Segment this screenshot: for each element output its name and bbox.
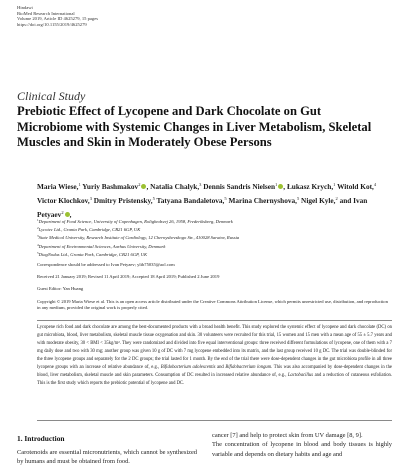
affiliation-mark: 4 <box>37 242 39 247</box>
author-name-text: Dennis Sandris Nielsen <box>203 182 276 191</box>
author-name <box>150 182 201 191</box>
affiliation-text: State Medical University, Research Institute of Cardiology, 12 Chernyshevskogo Str., 410028 Saratov, Russia <box>38 235 240 241</box>
abstract-and: and <box>215 365 226 370</box>
author-name-text: Łukasz Krych, <box>286 182 334 191</box>
abstract-species-2: Bifidobacterium longum <box>225 365 272 370</box>
author-affiliation-mark: 2 <box>61 209 64 215</box>
abstract-species-1: Bifidobacterium adolescentis <box>160 365 216 370</box>
author-affiliation-mark: 5 <box>224 195 227 201</box>
author-name-text: Marina Chernyshova, <box>228 195 297 205</box>
affiliation-mark: 3 <box>37 234 39 239</box>
author-affiliation-mark: 2 <box>335 195 338 201</box>
body-left-column: Carotenoids are essential micronutrients, which cannot be synthesized by humans and must be obtained from food. <box>17 449 197 466</box>
author-name-text: Tatyana Bandaletova, <box>156 195 225 205</box>
author-name-text: Nigel Kyle, <box>301 195 336 205</box>
bottom-divider <box>37 420 392 421</box>
affiliation-text: Department of Environmental Sciences, Aarhus University, Denmark <box>38 243 166 249</box>
author-affiliation-mark: 3 <box>89 195 92 201</box>
affiliation-item <box>37 217 392 225</box>
author-affiliation-mark: 1 <box>78 182 81 187</box>
affiliation-mark: 5 <box>37 250 39 255</box>
author-name: Dennis Sandris Nielsen$^1$ , <box>203 182 286 191</box>
publisher-name: Hindawi <box>17 5 33 10</box>
author-name-text: Victor Klochkov, <box>37 195 90 205</box>
affiliation-list <box>37 217 392 258</box>
author-name <box>37 182 81 191</box>
author-affiliation-mark: 3 <box>199 182 202 187</box>
affiliation-text: DiagNodus Ltd., Granta Park, Cambridge, CB21 6GP, UK <box>38 251 148 257</box>
affiliation-text: Department of Food Science, University of Copenhagen, Rolighedsvej 26, 1958, Frederiksberg, Denmark <box>38 219 233 224</box>
author-affiliation-mark: 1 <box>333 182 336 187</box>
correspondence-line: Correspondence should be addressed to Ivan Petyaev; ylib75035@aol.com <box>37 262 175 267</box>
affiliation-mark: 1 <box>37 218 39 222</box>
author-name <box>337 182 376 191</box>
abstract-species-3: Lactobacillus <box>287 373 314 378</box>
author-name-text: and Ivan Petyaev <box>37 195 368 219</box>
author-name <box>287 182 335 191</box>
abstract-text-2: . This was also accompanied by dose-dependent changes in the blood, liver metabolism, skeletal muscle and skin parameters. Consumption of DC resulted in increased relative abundance of, e.g., <box>37 365 392 378</box>
paper-title: Prebiotic Effect of Lycopene and Dark Chocolate on Gut Microbiome with Systemic Changes in Liver Metabolism, Skeletal Muscles and Skin in Moderately Obese Persons <box>17 104 372 149</box>
author-name <box>157 196 227 205</box>
author-list <box>37 179 392 220</box>
dates-line: Received 21 January 2019; Revised 11 April 2019; Accepted 18 April 2019; Published 2 June 2019 <box>37 274 220 279</box>
affiliation-text: Lycotec Ltd., Granta Park, Cambridge, CB21 6GP, UK <box>38 227 141 233</box>
volume-line: Volume 2019, Article ID 4625279, 15 pages <box>17 16 99 22</box>
doi-link[interactable]: https://doi.org/10.1155/2019/4625279 <box>17 22 87 28</box>
journal-header <box>17 5 98 28</box>
author-name <box>94 196 155 205</box>
author-name: and Ivan Petyaev$^2$ , <box>37 195 368 219</box>
author-name-text: Dmitry Pristensky, <box>93 195 153 205</box>
author-affiliation-mark: 4 <box>373 182 377 187</box>
top-divider <box>37 320 392 321</box>
author-affiliation-mark: 1 <box>275 182 278 187</box>
affiliation-item <box>37 242 392 250</box>
author-name <box>228 196 299 205</box>
author-name-text: Natalia Chalyk, <box>150 182 200 191</box>
author-affiliation-mark: 5 <box>152 195 155 201</box>
affiliation-item <box>37 225 392 233</box>
abstract-text-3: and a reduction of cutaneous exfoliation. This is the first study which reports the prebiotic potential of lycopene and DC. <box>37 373 392 386</box>
journal-name: BioMed Research International <box>17 10 75 16</box>
author-name-text: Maria Wiese, <box>37 182 79 191</box>
guest-editor-line: Guest Editor: Yan Huang <box>37 286 84 291</box>
abstract-text-1: Lycopene rich food and dark chocolate are among the best-documented products with a broad health benefit. This study explored the systemic effect of lycopene and dark chocolate (DC) on gut microbiota, blood, liver metabolism, skeletal muscle tissue oxygenation and skin. 30 volunteers were recruited for this trial, 15 women and 15 men with a mean age of 55 ± 5.7 years and with moderate obesity, 30 < BMI < 35kg/m². They were randomized and divided into five equal interventional groups: three received different formulations of lycopene, one of them with a 7 mg daily dose and two with 30 mg; another group was given 10 g of DC with 7 mg lycopene embedded into its matrix, and the last group received 10 g DC. The trial was double-blinded for the three lycopene groups and separately for the 2 DC groups; the trial lasted for 1 month. By the end of the trial there were dose-dependent changes in the gut microbiota profile in all three lycopene groups with an increase of relative abundance of, e.g., <box>37 325 392 370</box>
article-category: Clinical Study <box>17 89 86 103</box>
author-name-text: Witold Kot, <box>337 182 374 191</box>
author-name <box>37 196 92 205</box>
body-right-column: cancer [7] and help to protect skin from UV damage [8, 9]. The concentration of lycopene in blood and body tissues is highly variable and depends on dietary habits and age and <box>212 432 392 458</box>
affiliation-item <box>37 233 392 241</box>
abstract <box>37 324 392 388</box>
affiliation-item <box>37 250 392 258</box>
author-name: Yuriy Bashmakov$^2$ , <box>82 182 149 191</box>
author-affiliation-mark: 5 <box>296 195 300 201</box>
author-name-text: Yuriy Bashmakov <box>82 182 139 191</box>
affiliation-mark: 2 <box>37 226 39 231</box>
author-affiliation-mark: 2 <box>138 182 141 187</box>
copyright-notice: Copyright © 2019 Maria Wiese et al. This is an open access article distributed under the Creative Commons Attribution License, which permits unrestricted use, distribution, and reproduction in any medium, provided the original work is properly cited. <box>37 299 388 310</box>
author-name <box>301 196 338 205</box>
section-heading: 1. Introduction <box>17 434 65 443</box>
